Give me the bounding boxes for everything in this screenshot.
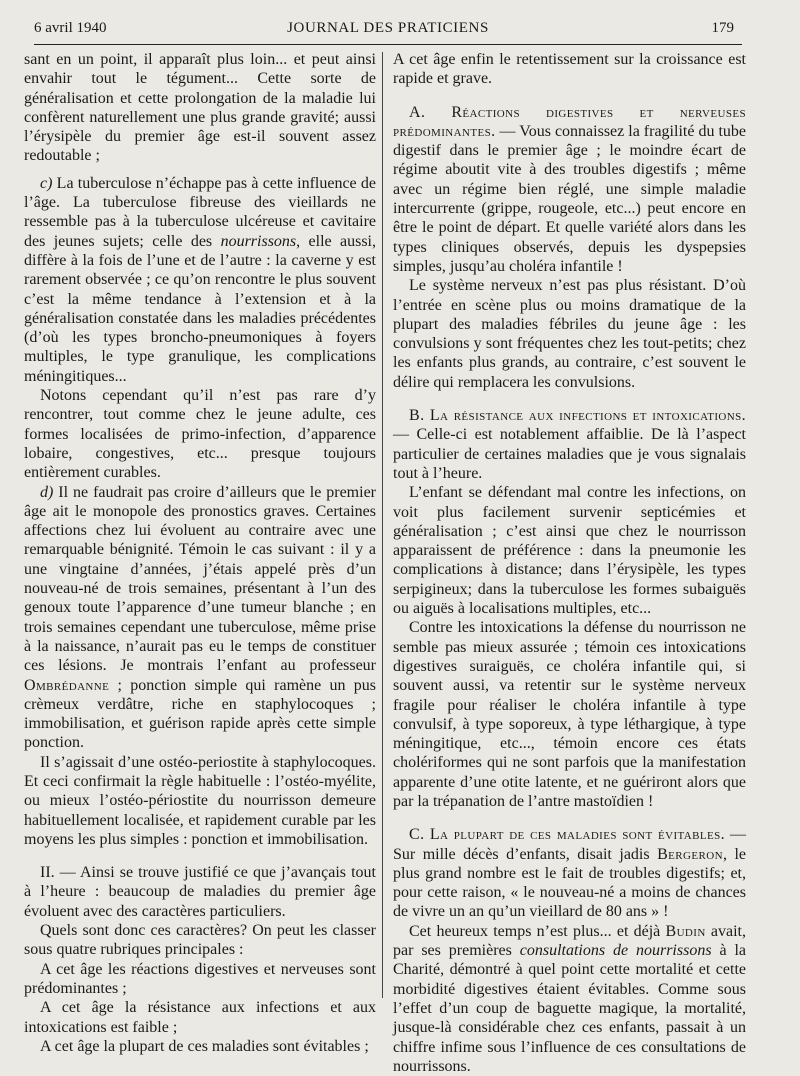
list-item: A cet âge la plupart de ces maladies sont évitables ; bbox=[40, 1037, 369, 1055]
section-c: C. La plupart de ces maladies sont évitables. — Sur mille décès d’enfants, disait jadis Bergeron, le plus grand nombre est le fait de troubles digestifs; et, pour cette raison, « le nouveau-né a moins de chances de vivre un an qu’un vieillard de 80 ans » ! bbox=[393, 826, 746, 921]
section-a: A. Réactions digestives et nerveuses prédominantes. — Vous connaissez la fragilité du tube digestif dans le premier âge ; le moindre écart de régime aboutit vite à des troubles digestifs ; même avec un régime bien réglé, une simple maladie intercurrente (grippe, rougeole, etc...) peut encore en être le point de départ. Et quelle variété alors dans les types cliniques observés, depuis les dyspepsies simples, jusqu’au choléra infantile ! bbox=[393, 103, 746, 275]
list-item: A cet âge la résistance aux infections et aux intoxications est faible ; bbox=[24, 999, 376, 1036]
paragraph: Notons cependant qu’il n’est pas rare d’y rencontrer, tout comme chez le jeune adulte, ces formes localisées de primo-infection, d’apparence lobaire, congestives, etc... presque toujours entièrement curables. bbox=[24, 387, 376, 482]
journal-title: JOURNAL DES PRATICIENS bbox=[287, 20, 489, 36]
emphasis: consultations de nourrissons bbox=[519, 942, 712, 960]
author-name: Ombrédanne bbox=[24, 676, 110, 694]
paragraph: c) La tuberculose n’échappe pas à cette influence de l’âge. La tuberculose fibreuse des vieillards ne ressemble pas à la tuberculose ulcéreuse et cavitaire des jeunes sujets; celle des nourrissons, elle aussi, diffère à la fois de l’une et de l’autre : la caverne y est rarement observée ; ce qu’on rencontre le plus souvent c’est la même tendance à l’extension et à la généralisation constatée dans les maladies précédentes (d’où les types broncho-pneumoniques à foyers multiples, le type granulique, les complications méningitiques... bbox=[24, 174, 377, 385]
paragraph: L’enfant se défendant mal contre les infections, on voit plus facilement survenir septicémies et généralisation ; c’est ainsi que chez le nourrisson apparaissent de préférence : dans la pneumonie les complications à distance; dans l’érysipèle, les types serpigineux; dans la tuberculose les formes subaiguës ou aiguës à localisations multiples, etc... bbox=[393, 484, 746, 618]
column-divider bbox=[382, 52, 383, 998]
section-b: B. La résistance aux infections et intoxications. — Celle-ci est notablement affaiblie. De là l’aspect particulier de certaines maladies que je vous signalais tout à l’heure. bbox=[393, 407, 746, 482]
item-label: d) bbox=[40, 483, 54, 501]
paragraph: d) Il ne faudrait pas croire d’ailleurs que le premier âge ait le monopole des pronostics graves. Certaines affections chez lui évoluent au contraire avec une remarquable bénignité. Témoin le cas suivant : il y a une vingtaine d’années, j’étais appelé près d’un nouveau-né de trois semaines, présentant à l’un des genoux toute l’apparence d’une tumeur blanche ; en trois semaines cependant une tuberculose, même prise à la naissance, n’aurait pas eu le temps de constituer ces lésions. Je montrais l’enfant au professeur Ombrédanne ; ponction simple qui ramène un pus crèmeux verdâtre, riche en staphylocoques ; immobilisation, et guérison rapide après cette simple ponction. bbox=[24, 483, 376, 752]
emphasis: nourrissons bbox=[220, 232, 297, 250]
issue-date: 6 avril 1940 bbox=[34, 20, 107, 36]
section-heading: A. Réactions digestives et nerveuses prédominantes. bbox=[393, 103, 746, 140]
paragraph: Il s’agissait d’une ostéo-periostite à staphylocoques. Et ceci confirmait la règle habituelle : l’ostéo-myélite, ou mieux l’ostéo-périostite du nourrisson demeure habituellement localisée, et rapidement curable par les moyens les plus simples : ponction et immobilisation. bbox=[24, 753, 376, 848]
section-paragraph: II. — Ainsi se trouve justifié ce que j’avançais tout à l’heure : beaucoup de maladies du premier âge évoluent avec des caractères particuliers. bbox=[24, 864, 376, 920]
list-item: A cet âge enfin le retentissement sur la croissance est rapide et grave. bbox=[393, 51, 746, 88]
author-name: Bergeron bbox=[657, 845, 723, 863]
author-name: Budin bbox=[665, 922, 706, 940]
paragraph: Quels sont donc ces caractères? On peut les classer sous quatre rubriques principales : bbox=[24, 922, 376, 959]
paragraph: Contre les intoxications la défense du nourrisson ne semble pas mieux assurée ; témoin ces intoxications digestives suraiguës, ce choléra infantile qui, si souvent aussi, va retentir sur le système nerveux fragile pour réaliser le choléra infantile à type convulsif, à type soporeux, à type léthargique, à type méningitique, etc..., témoin encore ces états cholériformes qui ne sont parfois que la manifestation apparente d’une otite latente, et ne guériront alors que par la trépanation de l’antre mastoïdien ! bbox=[393, 619, 746, 810]
left-column bbox=[24, 50, 376, 1056]
section-heading: C. La plupart de ces maladies sont évitables. bbox=[409, 826, 725, 844]
list-item: A cet âge les réactions digestives et nerveuses sont prédominantes ; bbox=[24, 960, 376, 997]
paragraph: sant en un point, il apparaît plus loin... et peut ainsi envahir tout le tégument... Cette sorte de généralisation et cette prolongation de la maladie lui confèrent naturellement une plus grande gravité; aussi l’érysipèle du premier âge est-il souvent assez redoutable ; bbox=[24, 51, 376, 165]
right-column bbox=[393, 50, 746, 1076]
page-number: 179 bbox=[711, 20, 734, 36]
paragraph: Le système nerveux n’est pas plus résistant. D’où l’entrée en scène plus ou moins dramatique de la plupart des maladies fébriles du jeune âge : les convulsions y sont fréquentes chez les tout-petits; chez les enfants plus grands, au contraire, c’est souvent le délire qui remplacera les convulsions. bbox=[393, 277, 746, 391]
running-header bbox=[34, 18, 742, 45]
paragraph: Cet heureux temps n’est plus... et déjà Budin avait, par ses premières consultations de nourrissons à la Charité, démontré à quel point cette mortalité et cette morbidité digestives étaient évitables. Comme sous l’effet d’un coup de baguette magique, la mortalité, jusque-là considérable chez ces enfants, passait à un chiffre infime sous l’influence de ces consultations de nourrissons. bbox=[393, 922, 747, 1075]
item-label: c) bbox=[40, 174, 53, 192]
section-heading: B. La résistance aux infections et intoxications. bbox=[409, 407, 746, 425]
